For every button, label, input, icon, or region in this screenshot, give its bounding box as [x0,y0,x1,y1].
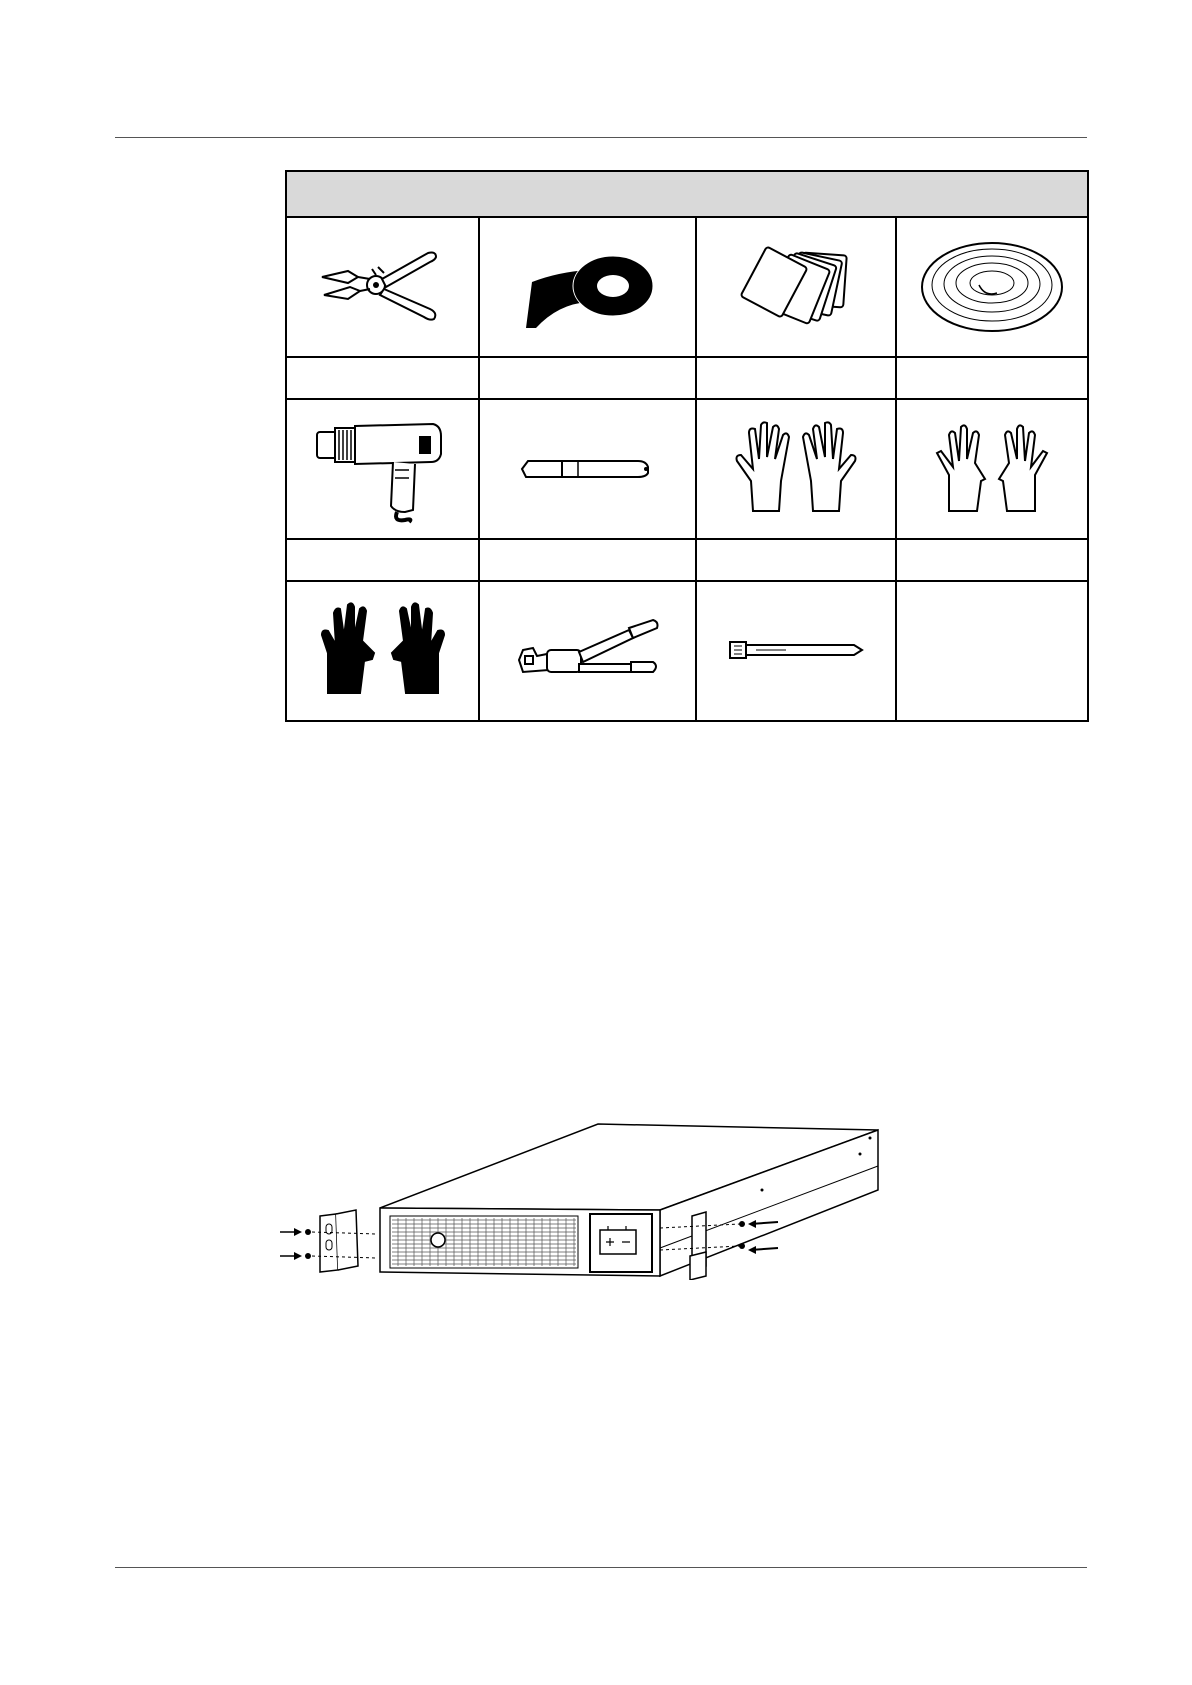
table-row [286,581,1088,721]
hydraulic-pliers-icon [513,616,663,686]
cable-tie-icon [726,636,866,666]
ups-mounting-ears-installation-icon [280,1080,890,1280]
tool-cell [286,581,479,721]
cards-icon [731,242,861,332]
tool-label [479,539,696,581]
tool-label [696,539,896,581]
table-row [286,357,1088,399]
table-row [286,217,1088,357]
tool-cell [479,581,696,721]
tool-cell [896,581,1088,721]
table-row [286,399,1088,539]
esd-gloves-icon [927,419,1057,519]
ups-mounting-figure [280,1080,890,1280]
tool-cell [896,217,1088,357]
tool-label [286,357,479,399]
insulation-tape-icon [518,242,658,332]
tools-table [285,170,1089,722]
tool-cell [696,217,896,357]
tool-cell [696,399,896,539]
wire-stripper-icon [318,247,448,327]
tool-label [896,357,1088,399]
tool-label [286,539,479,581]
tool-label [896,539,1088,581]
utility-knife-icon [518,449,658,489]
tool-cell [696,581,896,721]
table-header [286,171,1088,217]
tool-cell [479,217,696,357]
table-row [286,539,1088,581]
tool-label [479,357,696,399]
insulated-gloves-icon [318,601,448,701]
tool-cell [286,399,479,539]
heat-shrink-tubing-icon [917,237,1067,337]
header-rule [115,137,1087,138]
tool-cell [479,399,696,539]
heat-gun-icon [313,414,453,524]
protective-gloves-icon [731,419,861,519]
footer-rule [115,1567,1087,1568]
tool-cell [286,217,479,357]
tool-cell [896,399,1088,539]
tool-label [696,357,896,399]
